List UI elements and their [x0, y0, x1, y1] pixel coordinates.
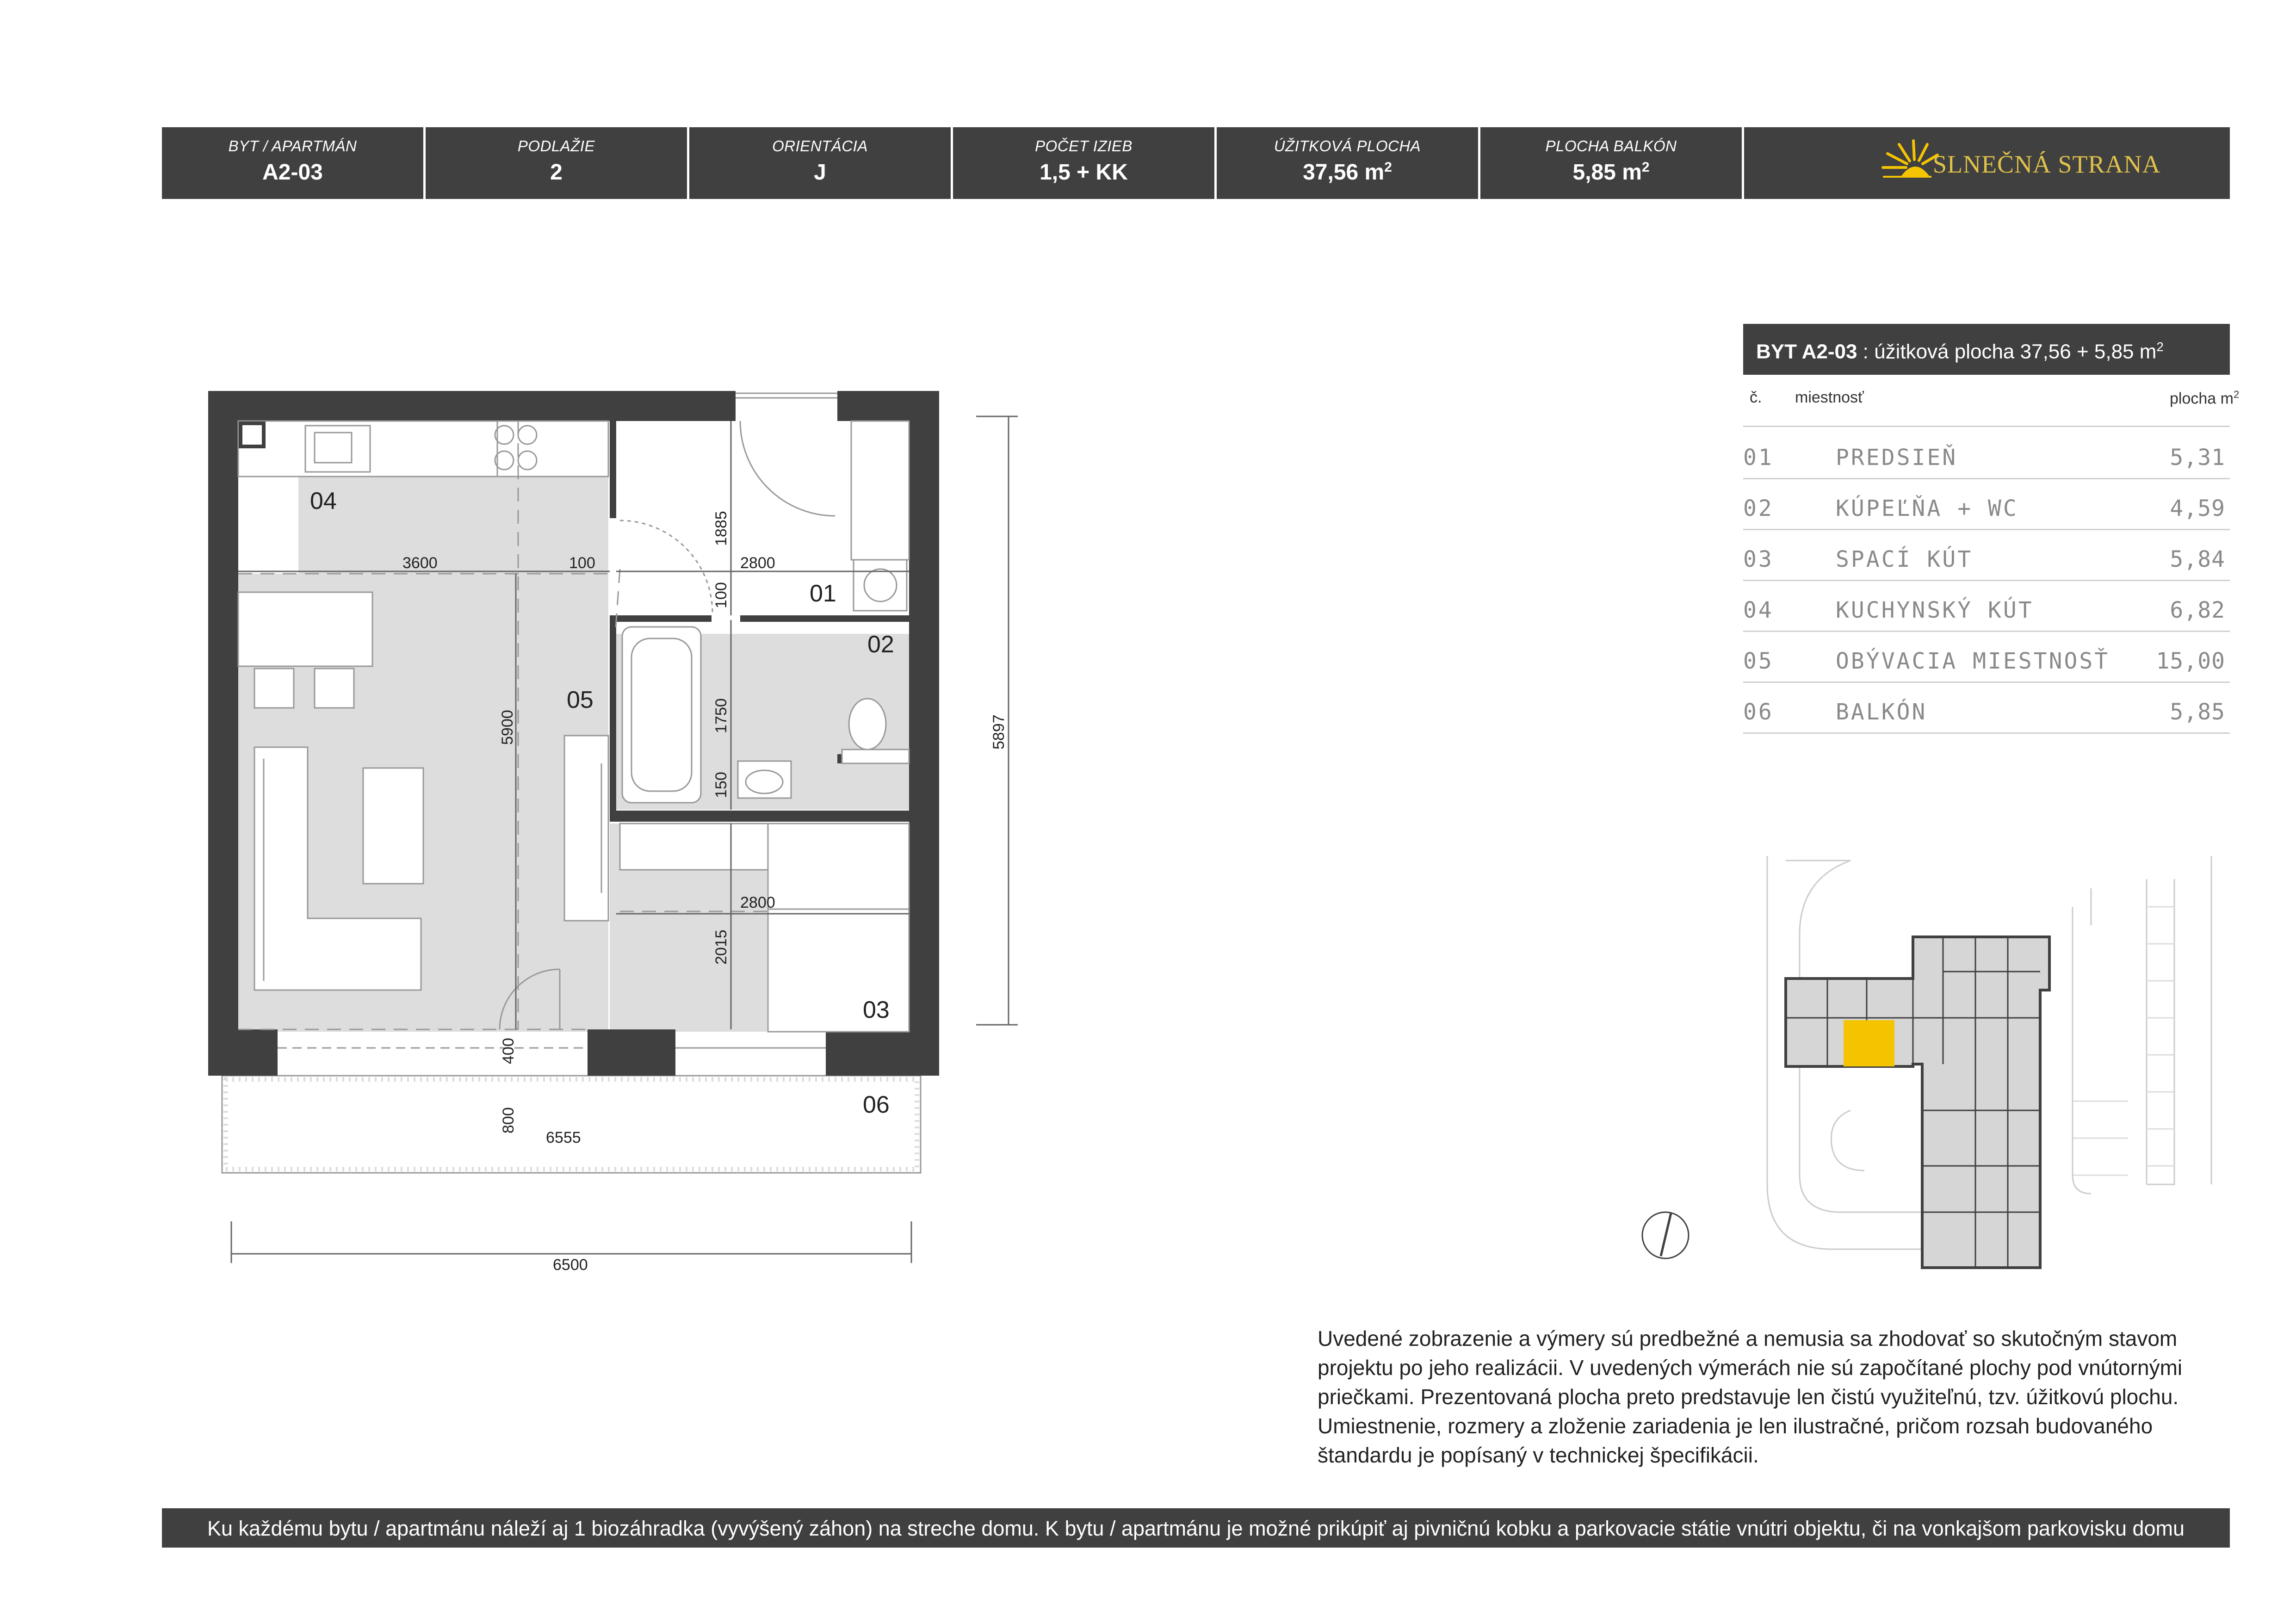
wardrobe — [620, 824, 768, 870]
col-header-room: miestnosť — [1795, 389, 1864, 406]
dim-label: 400 — [500, 1038, 517, 1064]
header-value: 37,56 $m^2$ — [1303, 160, 1392, 185]
kitchen-counter — [238, 421, 608, 477]
disclaimer-note: Uvedené zobrazenie a výmery sú predbežné a nemusia sa zhodovať so skutočným stavom projektu po jeho realizácii. V uvedených výmerách nie sú započítané plochy pod vnútornými priečkami. Prezentovaná plocha preto predstavuje len čistú využiteľnú, tzv. úžitkovú plochu. Umiestnenie, rozmery a zloženie zariadenia je len ilustračné, pričom rozsah budovaného štandardu je popísaný v technickej špecifikácii. — [1318, 1326, 2183, 1467]
dim-label: 100 — [569, 554, 595, 572]
col-header-no: č. — [1750, 389, 1762, 406]
balcony — [222, 1076, 921, 1173]
table-row: 06 BALKÓN 5,85 — [1743, 681, 2230, 734]
area-summary: : úžitková plocha 37,56 + 5,85 m — [1857, 340, 2157, 363]
dim-label: 5897 — [990, 714, 1008, 750]
header-value: 5,85 $m^2$ — [1572, 160, 1650, 185]
header-label: BYT / APARTMÁN — [228, 137, 357, 155]
room-label-06: 06 — [863, 1091, 890, 1118]
apartment-id: BYT A2-03 — [1756, 340, 1857, 363]
room-label-02: 02 — [867, 631, 894, 658]
header-label: POČET IZIEB — [1035, 137, 1133, 155]
table-row: 02 KÚPEĽŇA + WC 4,59 — [1743, 478, 2230, 530]
dim-label: 5900 — [499, 710, 516, 745]
dim-label: 6500 — [553, 1256, 588, 1274]
room-label-03: 03 — [863, 997, 890, 1023]
table-row: 01 PREDSIEŇ 5,31 — [1743, 427, 2230, 479]
apartment-highlight — [1844, 1020, 1894, 1066]
room-label-05: 05 — [567, 687, 594, 713]
dim-label: 150 — [712, 772, 730, 798]
room-label-04: 04 — [310, 488, 337, 514]
room-label-01: 01 — [810, 580, 836, 607]
footer-bar — [162, 1508, 2230, 1548]
header-label: ORIENTÁCIA — [772, 137, 868, 155]
header-label: ÚŽITKOVÁ PLOCHA — [1274, 137, 1421, 155]
brand-name: SLNEČNÁ STRANA — [1933, 150, 2161, 178]
compass-icon — [1642, 1212, 1689, 1258]
dim-label: 2800 — [740, 894, 775, 911]
header-label: PLOCHA BALKÓN — [1545, 137, 1677, 155]
col-header-area: plocha $m^2$ — [2170, 389, 2240, 408]
room-table-title: BYT A2-03 : úžitková plocha 37,56 + 5,85 $m^2$ — [1743, 324, 2230, 375]
site-building — [1786, 937, 2049, 1268]
header-value: J — [814, 160, 826, 185]
header-value: 1,5 + KK — [1040, 160, 1128, 185]
coffee-table — [363, 768, 423, 884]
bathtub-icon — [622, 627, 701, 803]
dim-label: 1750 — [712, 698, 730, 733]
header-label: PODLAŽIE — [517, 137, 595, 155]
dim-label: 800 — [500, 1107, 517, 1134]
table-row: 04 KUCHYNSKÝ KÚT 6,82 — [1743, 580, 2230, 632]
dining-table — [238, 592, 372, 666]
toilet-icon — [849, 699, 886, 750]
footer-text: Ku každému bytu / apartmánu náleží aj 1 biozáhradka (vyvýšený záhon) na streche domu. K bytu / apartmánu je možné prikúpiť aj pivničnú kobku a parkovacie státie vnútri objektu, či na vonkajšom parkovisku domu — [207, 1517, 2185, 1540]
dim-label: 2800 — [740, 554, 775, 572]
header-value: 2 — [550, 160, 563, 185]
table-row: 03 SPACÍ KÚT 5,84 — [1743, 529, 2230, 581]
dim-label: 1885 — [712, 511, 730, 546]
dim-label: 2015 — [712, 929, 730, 965]
washer-icon — [854, 560, 907, 611]
dim-label: 100 — [712, 582, 730, 608]
table-row: 05 OBÝVACIA MIESTNOSŤ 15,00 — [1743, 631, 2230, 683]
dim-label: 6555 — [546, 1129, 581, 1146]
header-value: A2-03 — [262, 160, 323, 185]
dim-label: 3600 — [402, 554, 438, 572]
